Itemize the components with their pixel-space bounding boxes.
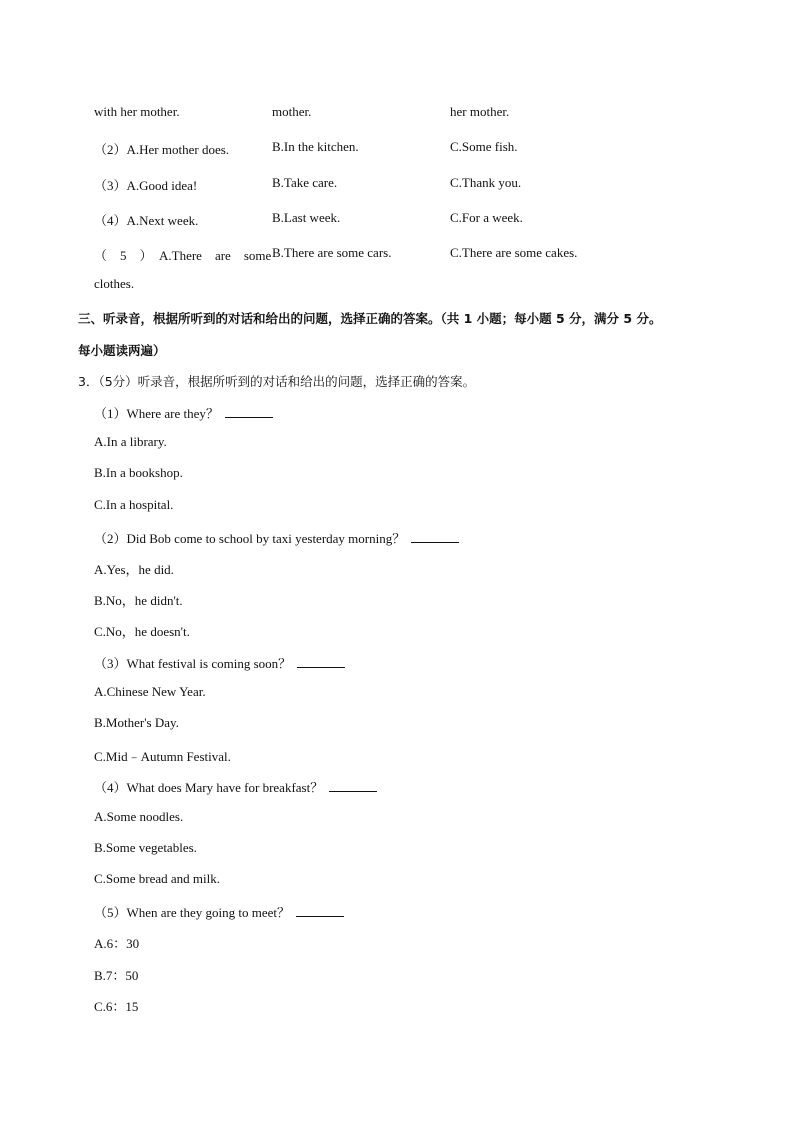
- answer-option: A.Chinese New Year.: [94, 684, 206, 699]
- section-3-heading: 三、听录音，根据所听到的对话和给出的问题，选择正确的答案。（共 1 小题；每小题 5 分，满分 5 分。: [78, 311, 662, 326]
- option-b-text: mother.: [272, 104, 312, 119]
- answer-blank[interactable]: [411, 530, 459, 543]
- question-stem: [94, 653, 345, 672]
- question-stem: [94, 902, 344, 921]
- option-c-text: her mother.: [450, 104, 510, 119]
- option-b-text: B.Last week.: [272, 210, 341, 225]
- option-a-text: （4）A.Next week.: [94, 213, 199, 228]
- question-3-intro: 3．（5分）听录音，根据所听到的对话和给出的问题，选择正确的答案。: [78, 374, 476, 389]
- answer-blank[interactable]: [296, 904, 344, 917]
- option-c-text: C.For a week.: [450, 210, 523, 225]
- option-row-4: [0, 210, 794, 230]
- option-c-text: C.There are some cakes.: [450, 245, 578, 260]
- answer-option: C.6：15: [94, 999, 139, 1014]
- answer-option: A.In a library.: [94, 434, 167, 449]
- answer-option: B.In a bookshop.: [94, 465, 183, 480]
- section-3-heading-cont: 每小题读两遍）: [78, 343, 166, 358]
- answer-option: A.6：30: [94, 936, 140, 951]
- answer-option: C.No，he doesn't.: [94, 624, 190, 639]
- question-stem-text: （1）Where are they？: [94, 406, 219, 421]
- option-b-text: B.Take care.: [272, 175, 338, 190]
- answer-option: A.Some noodles.: [94, 809, 184, 824]
- option-c-text: C.Some fish.: [450, 139, 518, 154]
- answer-option: C.Some bread and milk.: [94, 871, 221, 886]
- answer-option: C.In a hospital.: [94, 497, 174, 512]
- answer-option: B.Some vegetables.: [94, 840, 197, 855]
- option-b-text: B.In the kitchen.: [272, 139, 359, 154]
- option-a-text: （2）A.Her mother does.: [94, 142, 230, 157]
- option-row-1-continued: [0, 104, 794, 124]
- answer-option: B.Mother's Day.: [94, 715, 179, 730]
- answer-option: B.No，he didn't.: [94, 593, 183, 608]
- answer-option: B.7：50: [94, 968, 139, 983]
- question-stem: [94, 777, 377, 796]
- answer-blank[interactable]: [225, 405, 273, 418]
- option-a-text: （3）A.Good idea!: [94, 178, 198, 193]
- answer-option: A.Yes，he did.: [94, 562, 174, 577]
- question-stem-text: （3）What festival is coming soon？: [94, 656, 292, 671]
- question-stem: [94, 528, 459, 547]
- option-row-3: [0, 175, 794, 195]
- option-c-text: C.Thank you.: [450, 175, 522, 190]
- option-a-text: （ 5 ） A.There are some: [94, 248, 272, 263]
- option-row-5: [0, 245, 794, 265]
- option-row-2: [0, 139, 794, 159]
- question-stem: [94, 403, 273, 422]
- question-stem-text: （5）When are they going to meet？: [94, 905, 291, 920]
- answer-blank[interactable]: [297, 655, 345, 668]
- option-a-text: with her mother.: [94, 104, 180, 119]
- question-stem-text: （4）What does Mary have for breakfast？: [94, 780, 324, 795]
- option-b-text: B.There are some cars.: [272, 245, 392, 260]
- answer-option: C.Mid﹣Autumn Festival.: [94, 749, 231, 764]
- question-stem-text: （2）Did Bob come to school by taxi yesterday morning？: [94, 531, 406, 546]
- option-row-5-wrap: clothes.: [94, 276, 135, 291]
- answer-blank[interactable]: [329, 779, 377, 792]
